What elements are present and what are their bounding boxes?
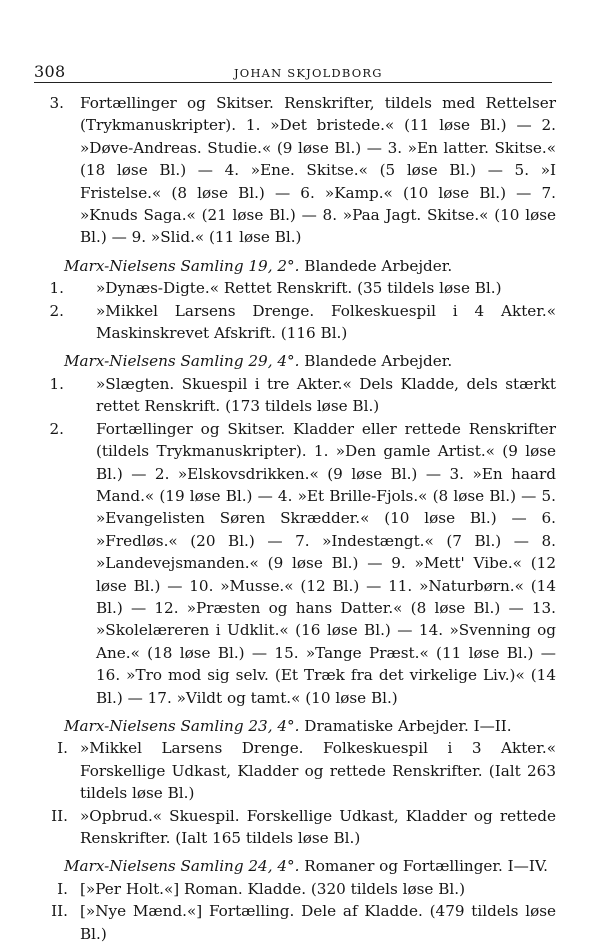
header-rule	[34, 82, 552, 83]
collection-subtitle: Blandede Arbejder.	[304, 256, 453, 275]
list-item	[0, 373, 600, 418]
item-text: [»Nye Mænd.«] Fortælling. Dele af Kladde. (479 tildels løse Bl.)	[80, 902, 556, 943]
item-text: »Slægten. Skuespil i tre Akter.« Dels Kladde, dels stærkt rettet Renskrift. (173 tildels løse Bl.)	[96, 374, 556, 416]
collection-heading	[64, 350, 558, 372]
item-number: II.	[51, 902, 68, 921]
collection-subtitle: Romaner og Fortællinger. I—IV.	[304, 857, 548, 876]
page-header	[34, 62, 552, 84]
item-text: »Mikkel Larsens Drenge. Folkeskuespil i 3 Akter.« Forskellige Udkast, Kladder og rettede Renskrifter. (Ialt 263 tildels løse Bl.)	[80, 739, 556, 803]
item-text: »Opbrud.« Skuespil. Forskellige Udkast, Kladder og rettede Renskrifter. (Ialt 165 tildels løse Bl.)	[80, 806, 556, 847]
item-text: [»Per Holt.«] Roman. Kladde. (320 tildels løse Bl.)	[80, 879, 465, 898]
running-title: JOHAN SKJOLDBORG	[234, 66, 383, 80]
list-item	[0, 92, 600, 249]
list-item	[0, 277, 600, 299]
collection-heading	[64, 715, 558, 737]
collection-title: Marx-Nielsens Samling 24, 4°.	[64, 857, 300, 876]
collection-subtitle: Dramatiske Arbejder. I—II.	[304, 716, 512, 735]
item-text: »Mikkel Larsens Drenge. Folkeskuespil i 4 Akter.« Maskinskrevet Afskrift. (116 Bl.)	[96, 301, 556, 343]
list-item	[0, 737, 600, 804]
collection-title: Marx-Nielsens Samling 23, 4°.	[64, 716, 300, 735]
item-number: I.	[57, 739, 68, 758]
collection-title: Marx-Nielsens Samling 29, 4°.	[64, 352, 300, 371]
list-item	[0, 300, 600, 345]
item-number: I.	[57, 879, 68, 898]
list-item	[0, 900, 600, 945]
item-number: 1.	[49, 279, 64, 298]
item-number: 3.	[49, 94, 64, 112]
collection-title: Marx-Nielsens Samling 19, 2°.	[64, 256, 300, 275]
item-text: »Dynæs-Digte.« Rettet Renskrift. (35 tildels løse Bl.)	[96, 279, 502, 298]
item-number: 1.	[49, 374, 64, 393]
item-number: II.	[51, 806, 68, 825]
item-number: 2.	[49, 419, 64, 438]
collection-subtitle: Blandede Arbejder.	[304, 352, 453, 371]
list-item	[0, 878, 600, 900]
item-number: 2.	[49, 301, 64, 320]
page-number: 308	[34, 62, 66, 81]
page-content	[0, 92, 600, 945]
collection-heading	[64, 255, 558, 277]
item-text: Fortællinger og Skitser. Renskrifter, tildels med Rettelser (Trykmanuskripter). 1. »Det bristede.« (11 løse Bl.) — 2. »Døve-Andreas. Studie.« (9 løse Bl.) — 3. »En latter. Skitse.« (18 løse Bl.) — 4. »Ene. Skitse.« (5 løse Bl.) — 5. »I Fristelse.« (8 løse Bl.) — 6. »Kamp.« (10 løse Bl.) — 7. »Knuds Saga.« (21 løse Bl.) — 8. »Paa Jagt. Skitse.« (10 løse Bl.) — 9. »Slid.« (11 løse Bl.)	[80, 94, 556, 247]
list-item	[0, 418, 600, 709]
list-item	[0, 805, 600, 850]
item-text: Fortællinger og Skitser. Kladder eller rettede Renskrifter (tildels Trykmanuskripter). 1. »Den gamle Artist.« (9 løse Bl.) — 2. »Elskovsdrikken.« (9 løse Bl.) — 3. »En haard Mand.« (19 løse Bl.) — 4. »Et Brille-Fjols.« (8 løse Bl.) — 5. »Evangelisten Søren Skrædder.« (10 løse Bl.) — 6. »Fredløs.« (20 Bl.) — 7. »Indestængt.« (7 Bl.) — 8. »Landevejsmanden.« (9 løse Bl.) — 9. »Mett' Vibe.« (12 løse Bl.) — 10. »Musse.« (12 Bl.) — 11. »Naturbørn.« (14 Bl.) — 12. »Præsten og hans Datter.« (8 løse Bl.) — 13. »Skolelæreren i Udklit.« (16 løse Bl.) — 14. »Svenning og Ane.« (18 løse Bl.) — 15. »Tange Præst.« (11 løse Bl.) — 16. »Tro mod sig selv. (Et Træk fra det virkelige Liv.)« (14 Bl.) — 17. »Vildt og tamt.« (10 løse Bl.)	[96, 419, 556, 707]
collection-heading	[64, 855, 558, 877]
